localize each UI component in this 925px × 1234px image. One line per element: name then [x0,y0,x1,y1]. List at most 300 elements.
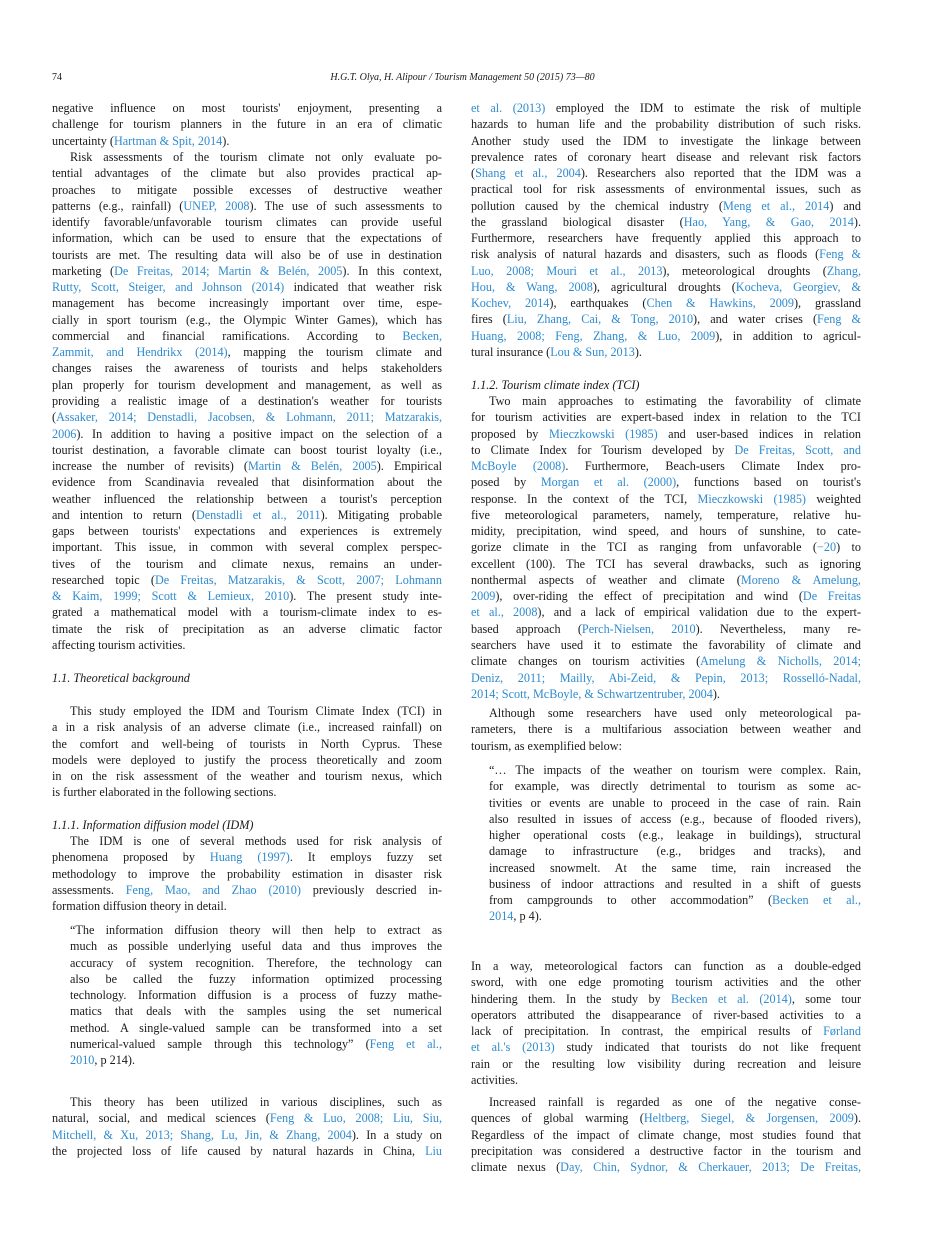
text-line [471,1023,861,1039]
text-line [471,116,861,132]
citation-link[interactable]: Perch-Nielsen, 2010 [581,621,696,636]
text-segment: rameters, there is a multifarious association between weather and [471,722,861,737]
text-line [489,795,861,811]
text-line [471,328,861,344]
text-segment: 1.1.1. Information diffusion model (IDM) [52,818,254,832]
text-line [52,1143,442,1159]
text-line [52,263,442,279]
text-segment: the grassland biological disaster ( [471,214,684,229]
text-line [52,833,442,849]
citation-link[interactable]: et al.'s (2013) [471,1040,555,1055]
text-line [471,1072,861,1088]
text-segment: ). Mitigating probable [320,507,442,522]
citation-link[interactable]: 2014; Scott, McBoyle, & Schwartzentruber, 2004 [471,686,713,701]
citation-link[interactable]: −20 [817,540,837,555]
text-line [471,507,861,523]
text-segment: tourism, as exemplified below: [471,738,622,753]
text-line [52,556,442,572]
text-segment: , mapping the tourism climate and [227,345,442,360]
text-segment: operators attributed the disappearance of river-based activities to a [471,1007,861,1022]
text-line [471,572,861,588]
text-line [52,328,442,344]
paragraph [471,393,861,702]
text-segment: lack of precipitation. In contrast, the empirical results of [471,1024,824,1039]
text-line [471,1110,861,1126]
text-segment: Although some researchers have used only meteorological pa- [489,706,861,720]
text-segment: previously descried in- [300,882,442,897]
text-segment: a in a risk analysis of an adverse climate (i.e., increased rainfall) on [52,720,442,735]
text-segment: important. This issue, in common with several complex perspec- [52,540,442,555]
paragraph [52,703,442,801]
text-line [70,1003,442,1019]
text-line [52,360,442,376]
text-line [471,705,861,721]
text-segment: risk analysis of natural hazards and disasters, such as floods ( [471,247,820,262]
text-segment: “… The impacts of the weather on tourism were complex. Rain, [489,763,861,777]
text-segment: is further elaborated in the following sections. [52,785,277,800]
text-segment: researched topic ( [52,572,155,587]
text-line [52,670,442,686]
citation-link[interactable]: Rutty, Scott, Steiger, and Johnson (2014) [52,280,285,295]
citation-link[interactable]: Heltberg, Siegel, & Jorgensen, 2009 [643,1111,854,1126]
text-segment: midity, precipitation, wind speed, and hours of sunshine, to cate- [471,524,861,539]
text-segment: based approach ( [471,621,582,636]
text-line [52,1094,442,1110]
citation-link[interactable]: 2009 [471,589,496,604]
text-line [52,149,442,165]
text-segment: matics that deals with the samples using the set numerical [70,1004,442,1019]
text-segment: Furthermore, researchers have frequently applied this approach to [471,231,861,246]
text-segment: 1.1.2. Tourism climate index (TCI) [471,378,640,392]
citation-link[interactable]: Hou, & Wang, 2008 [471,279,593,294]
text-segment: and intention to return ( [52,507,196,522]
text-segment: damage to infrastructure (e.g., bridges and tracks), and [489,844,861,859]
text-segment: ). Nevertheless, many re- [695,621,861,636]
text-segment: patterns (e.g., rainfall) ( [52,198,184,213]
text-line [52,784,442,800]
text-segment: tential advantages of the climate but also provides practical ap- [52,166,442,181]
citation-link[interactable]: Shang et al., 2004 [475,166,581,181]
text-line [471,149,861,165]
citation-link[interactable]: 2014 [489,909,514,924]
text-line [471,295,861,311]
text-segment: much as possible underlying useful data and thus improves the [70,939,442,954]
block-quote [489,762,861,925]
citation-link[interactable]: Morgan et al. (2000) [540,475,677,490]
text-line [471,637,861,653]
text-segment: quences of global warming ( [471,1111,644,1126]
text-segment: ), grassland [794,296,861,311]
text-line [471,556,861,572]
text-line [489,892,861,908]
text-segment: ) and [829,198,861,213]
text-line [70,1036,442,1052]
text-segment: for example, was directly detrimental to tourism as some ac- [489,779,861,794]
citation-link[interactable]: 2010 [70,1053,95,1068]
text-line [52,768,442,784]
text-line [471,1143,861,1159]
text-segment: study indicated that tourists do not like frequent [554,1040,861,1055]
text-segment: ( [52,410,57,425]
text-segment: excellent (100). The TCI has several drawbacks, such as ignoring [471,556,861,571]
paragraph [52,100,442,149]
text-segment: ), and water crises ( [693,312,818,327]
paragraph [471,100,861,360]
text-segment: changes raises the awareness of tourists and helps stakeholders [52,361,442,376]
section-heading [52,670,442,686]
text-segment: identify favorable/unfavorable tourism climates can provide useful [52,215,442,230]
text-segment: Regardless of the impact of climate change, most studies found that [471,1127,861,1142]
citation-link[interactable]: et al., 2008 [471,605,538,620]
text-segment: ( [471,166,476,181]
text-segment: ) to [836,540,861,555]
text-line [52,247,442,263]
text-line [471,721,861,737]
text-segment: to Climate Index for Tourism developed by [471,442,735,457]
text-segment: commercial and financial ramifications. According to [52,328,403,343]
text-segment: providing a realistic image of a destination's weather for tourists [52,393,442,408]
text-line [471,686,861,702]
citation-link[interactable]: & Kaim, 1999; Scott & Lemieux, 2010 [52,589,290,604]
text-segment: ). In this context, [342,263,442,278]
text-segment: information, which can be used to ensure that the expectations of [52,231,442,246]
text-line [471,974,861,990]
text-line [52,295,442,311]
text-line [489,908,861,924]
citation-link[interactable]: De Freitas, Matzarakis, & Scott, 2007; Lohmann [154,572,442,587]
text-line [52,621,442,637]
citation-link[interactable]: De Freitas [802,589,861,604]
text-segment: ), and a lack of empirical validation due to the expert- [537,605,861,620]
page-number: 74 [52,72,62,83]
citation-link[interactable]: Luo, 2008; Mouri et al., 2013 [471,263,663,278]
paragraph [471,1094,861,1175]
text-line [52,703,442,719]
text-segment: challenge for tourism planners in the future in an era of climatic [52,117,442,132]
text-segment: negative influence on most tourists' enjoyment, presenting a [52,101,442,115]
text-segment: assessments. [52,882,126,897]
text-line [471,458,861,474]
running-head: H.G.T. Olya, H. Alipour / Tourism Management 50 (2015) 73—80 [330,72,595,83]
text-segment: ). The use of such assessments to [249,198,442,213]
text-segment: ). Researchers also reported that the IDM was a [580,166,861,181]
text-segment: ). [712,686,720,701]
text-segment: , functions based on tourist's [676,475,861,490]
citation-link[interactable]: Kocheva, Georgiev, & [735,279,861,294]
text-segment: tives of the tourism and climate nexus, remains an under- [52,556,442,571]
text-line [70,938,442,954]
text-segment: natural, social, and medical sciences ( [52,1111,270,1126]
text-segment: , p 214). [94,1053,135,1068]
text-segment: . It employs fuzzy set [289,850,442,865]
citation-link[interactable]: Chen & Hawkins, 2009 [646,296,794,311]
text-segment: grated a mathematical model with a tourism-climate index to es- [52,605,442,620]
text-segment: practical tool for risk assessments of environmental issues, such as [471,182,861,197]
text-segment: Risk assessments of the tourism climate not only evaluate po- [70,150,442,164]
text-segment: evidence from Scandinavia revealed that disinformation about the [52,475,442,490]
text-line [52,377,442,393]
text-segment: accuracy of system recognition. Therefore, the technology can [70,955,442,970]
text-segment: numerical-valued sample through this technology” ( [70,1036,370,1051]
text-line [471,426,861,442]
paragraph [471,958,861,1088]
text-line [52,491,442,507]
text-segment: This theory has been utilized in various disciplines, such as [70,1095,442,1109]
text-line [471,653,861,669]
citation-link[interactable]: Feng & [817,312,861,327]
text-line [471,409,861,425]
text-segment: five meteorological parameters, namely, temperature, relative hu- [471,507,861,522]
text-line [52,198,442,214]
text-segment: in on the risk assessment of the weather and tourism nexus, which [52,769,442,784]
text-line [52,523,442,539]
text-segment: searchers have used it to estimate the favorability of climate and [471,637,861,652]
text-line [52,817,442,833]
text-segment: for tourism activities are expert-based index in relation to the TCI [471,410,861,425]
text-line [52,507,442,523]
text-segment: uncertainty ( [52,133,114,148]
text-segment: technology. Information diffusion is a process of fuzzy mathe- [70,988,442,1003]
text-line [52,752,442,768]
text-line [52,474,442,490]
citation-link[interactable]: Zhang, [826,263,861,278]
text-segment: the comfort and well-being of tourists in North Cyprus. These [52,736,442,751]
text-segment: ). In addition to having a positive impact on the selection of a [76,426,442,441]
text-segment: ), meteorological droughts ( [662,263,827,278]
text-segment: In a way, meteorological factors can function as a double-edged [471,959,861,973]
section-heading [52,817,442,833]
text-segment: 1.1. Theoretical background [52,671,190,685]
text-line [471,100,861,116]
text-segment: The IDM is one of several methods used for risk analysis of [70,834,442,848]
text-line [52,572,442,588]
text-line [52,898,442,914]
citation-link[interactable]: Feng & Luo, 2008; Liu, Siu, [269,1111,442,1126]
text-segment: precipitation was considered a destructive factor in the tourism and [471,1143,861,1158]
text-segment: climate changes on tourism activities ( [471,654,701,669]
text-line [52,588,442,604]
text-line [471,670,861,686]
text-line [471,1007,861,1023]
text-line [52,719,442,735]
paragraph [52,1094,442,1159]
text-line [52,214,442,230]
citation-link[interactable]: Lou & Sun, 2013 [550,344,635,359]
text-line [52,312,442,328]
text-segment: gaps between tourists' expectations and experiences is extremely [52,524,442,539]
text-line [471,523,861,539]
text-segment: gorize climate in the TCI as ranging from unfavorable ( [471,540,817,555]
text-line [471,991,861,1007]
citation-link[interactable]: McBoyle (2008) [471,459,566,474]
text-segment: also resulted in issues of access (e.g., because of flooded rivers), [489,811,861,826]
text-line [52,230,442,246]
text-segment: ), agricultural droughts ( [592,279,736,294]
text-segment: increased snowmelt. At the same time, rain increased the [489,860,861,875]
citation-link[interactable]: Kochev, 2014 [471,296,550,311]
citation-link[interactable]: Mieczkowski (1985) [697,491,806,506]
text-line [52,409,442,425]
text-segment: ). In a study on [351,1127,442,1142]
text-segment: proaches to mitigate possible excesses of destructive weather [52,182,442,197]
text-segment: fires ( [471,312,507,327]
citation-link[interactable]: Assaker, 2014; Denstadli, Jacobsen, & Lohmann, 2011; Matzarakis, [56,410,442,425]
text-segment: This study employed the IDM and Tourism Climate Index (TCI) in [70,704,442,718]
text-segment: ). The present study inte- [289,589,442,604]
text-segment: tural insurance ( [471,344,551,359]
text-segment: management has become increasingly important over time, espe- [52,296,442,311]
text-line [52,279,442,295]
text-segment: climate nexus ( [471,1160,561,1175]
text-line [471,1039,861,1055]
text-segment: proposed by [471,426,549,441]
text-segment: Another study used the IDM to investigate the linkage between [471,133,861,148]
text-line [471,958,861,974]
text-line [52,866,442,882]
text-segment: ), over-riding the effect of precipitation and wind ( [495,589,803,604]
text-segment: also be called the fuzzy information optimized processing [70,971,442,986]
citation-link[interactable]: De Freitas, 2014; Martin & Belén, 2005 [114,263,343,278]
citation-link[interactable]: et al. (2013) [471,101,546,115]
citation-link[interactable]: Huang (1997) [209,850,290,865]
text-line [471,393,861,409]
text-line [471,604,861,620]
citation-link[interactable]: Huang, 2008; Feng, Zhang, & Luo, 2009 [471,328,716,343]
text-line [471,442,861,458]
citation-link[interactable]: Becken, [402,328,442,343]
text-line [471,377,861,393]
text-segment: “The information diffusion theory will then help to extract as [70,923,442,937]
text-segment: prevalence rates of coronary heart disease and relevant risk factors [471,149,861,164]
text-line [471,474,861,490]
citation-link[interactable]: UNEP, 2008 [183,198,250,213]
text-segment: and user-based indices in relation [657,426,861,441]
text-segment: Increased rainfall is regarded as one of the negative conse- [489,1095,861,1109]
text-line [52,182,442,198]
text-segment: posed by [471,475,541,490]
text-line [52,442,442,458]
citation-link[interactable]: Liu [425,1143,442,1158]
citation-link[interactable]: Day, Chin, Sydnor, & Cherkauer, 2013; De Freitas, [560,1160,861,1175]
text-segment: hindering them. In the study by [471,991,672,1006]
text-line [471,246,861,262]
citation-link[interactable]: Mieczkowski (1985) [548,426,658,441]
text-line [70,971,442,987]
citation-link[interactable]: Meng et al., 2014 [723,198,830,213]
text-line [52,100,442,116]
text-line [489,860,861,876]
text-line [52,133,442,149]
citation-link[interactable]: De Freitas, Scott, and [734,442,861,457]
citation-link[interactable]: Martin & Belén, 2005 [247,459,377,474]
text-segment: sword, with one edge promoting tourism activities and the other [471,975,861,990]
block-quote [70,922,442,1068]
text-line [52,882,442,898]
text-segment: affecting tourism activities. [52,637,186,652]
text-segment: ). [853,1111,861,1126]
citation-link[interactable]: 2006 [52,426,77,441]
text-line [489,762,861,778]
text-line [52,458,442,474]
text-segment: activities. [471,1072,519,1087]
text-line [52,849,442,865]
citation-link[interactable]: Hao, Yang, & Gao, 2014 [683,214,854,229]
text-line [471,1159,861,1175]
text-line [489,827,861,843]
text-segment: Two main approaches to estimating the favorability of climate [489,394,861,408]
text-segment: methodology to improve the probability estimation in disaster risk [52,866,442,881]
text-line [471,230,861,246]
text-line [471,1094,861,1110]
text-segment: formation diffusion theory in detail. [52,899,227,914]
citation-link[interactable]: Hartman & Spit, 2014 [113,133,223,148]
text-line [471,165,861,181]
text-segment: , some tour [791,991,861,1006]
citation-link[interactable]: Denstadli et al., 2011 [195,507,321,522]
text-segment: from campgrounds to other accommodation” ( [489,893,773,908]
text-segment: tourists are met. The resulting data will also be of use in destination [52,247,442,262]
text-line [52,426,442,442]
citation-link[interactable]: Becken et al., [772,893,861,908]
text-line [52,165,442,181]
citation-link[interactable]: Feng et al., [369,1036,442,1051]
section-heading [471,377,861,393]
text-segment: indicated that weather risk [284,280,442,295]
citation-link[interactable]: Mitchell, & Xu, 2013; Shang, Lu, Jin, & Zhang, 2004 [52,1127,352,1142]
text-line [471,738,861,754]
text-segment: . Furthermore, Beach-users Climate Index pro- [565,459,861,474]
text-segment: ), earthquakes ( [549,296,647,311]
text-line [471,588,861,604]
citation-link[interactable]: Becken et al. (2014) [671,991,792,1006]
text-line [471,133,861,149]
text-line [471,539,861,555]
text-line [471,214,861,230]
citation-link[interactable]: Deniz, 2011; Mailly, Abi-Zeid, & Pepin, 2013; Rosselló-Nadal, [471,670,861,685]
citation-link[interactable]: Feng, Mao, and Zhao (2010) [125,882,301,897]
text-line [471,263,861,279]
text-segment: rain or the resulting low visibility during recreation and leisure [471,1056,861,1071]
citation-link[interactable]: Førland [823,1024,861,1039]
text-line [471,491,861,507]
text-segment: ). [222,133,230,148]
citation-link[interactable]: Liu, Zhang, Cai, & Tong, 2010 [506,312,694,327]
text-line [70,955,442,971]
text-segment: timate the risk of precipitation as an adverse climatic factor [52,621,442,636]
text-segment: ), in addition to agricul- [715,328,861,343]
text-line [489,876,861,892]
citation-link[interactable]: Zammit, and Hendrikx (2014) [52,345,228,360]
paragraph [52,833,442,914]
text-segment: business of indoor attractions and resulted in a shift of guests [489,876,861,891]
citation-link[interactable]: Moreno & Amelung, [740,572,861,587]
text-line [70,1052,442,1068]
text-segment: marketing ( [52,263,115,278]
text-line [52,393,442,409]
text-line [70,922,442,938]
citation-link[interactable]: Amelung & Nicholls, 2014; [700,654,861,669]
text-line [489,811,861,827]
text-line [52,604,442,620]
text-segment: cially in sport tourism (e.g., the Olympic Winter Games), which has [52,312,442,327]
text-line [471,198,861,214]
text-segment: plan properly for tourism development and management, as well as [52,377,442,392]
text-segment: method. A single-valued sample can be transformed into a set [70,1020,442,1035]
citation-link[interactable]: Feng & [819,247,861,262]
text-line [489,843,861,859]
text-line [52,1127,442,1143]
text-segment: nonthermal aspects of weather and climate ( [471,572,741,587]
